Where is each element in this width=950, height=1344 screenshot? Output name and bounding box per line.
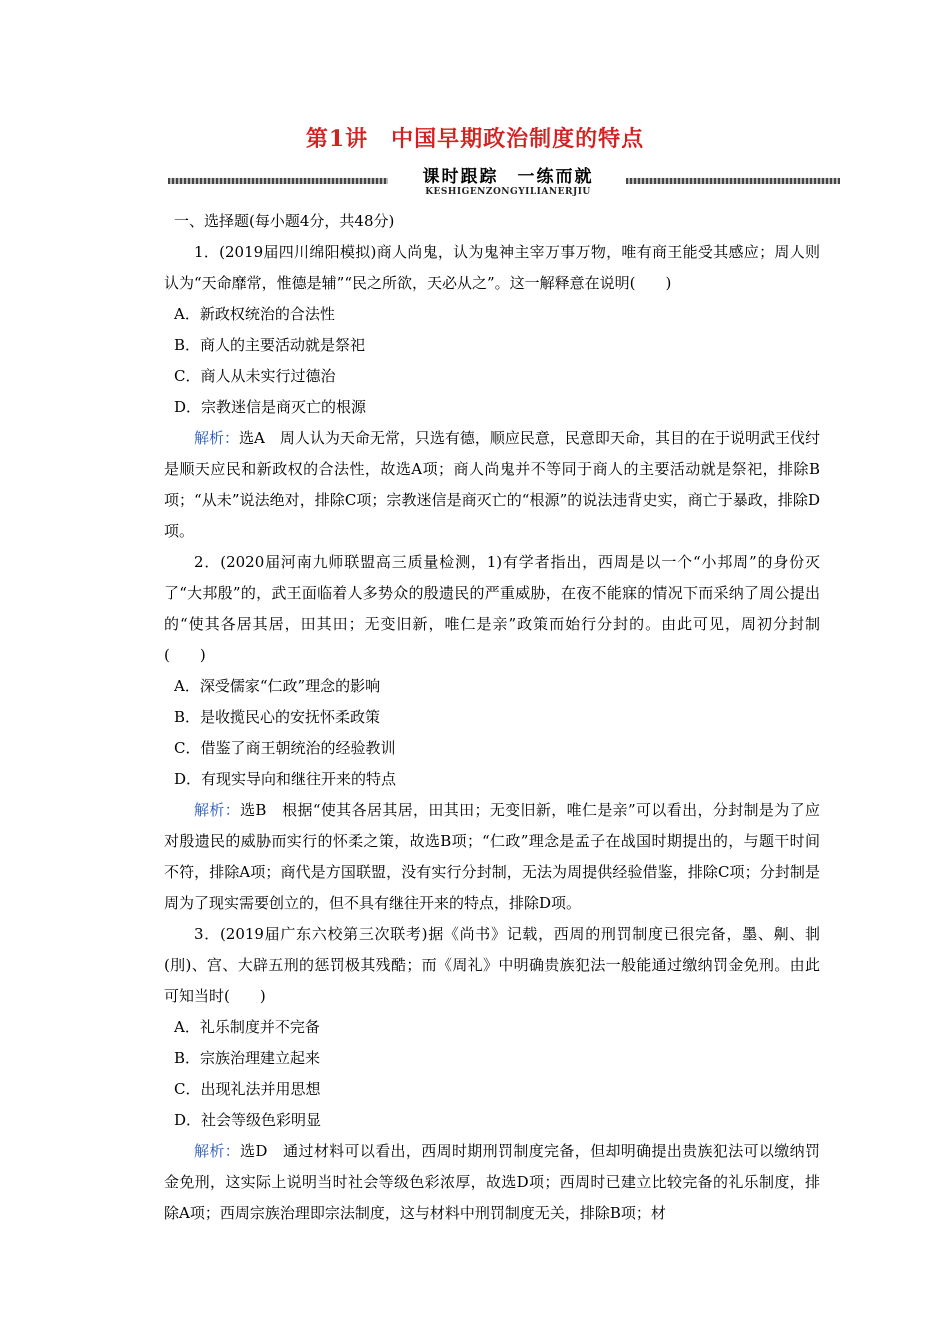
option-a: A．礼乐制度并不完备 — [174, 1018, 320, 1036]
banner-rule-right — [626, 178, 840, 184]
question-2 — [164, 547, 820, 919]
option-a: A．新政权统治的合法性 — [174, 305, 335, 323]
analysis — [164, 1136, 820, 1229]
banner-label: 课时跟踪 一练而就 — [422, 167, 594, 187]
section-banner — [168, 166, 840, 202]
option-b: B．宗族治理建立起来 — [174, 1049, 321, 1067]
question-stem: 1．(2019届四川绵阳模拟)商人尚鬼，认为鬼神主宰万事万物，唯有商王能受其感应；周人则认为“天命靡常，惟德是辅”“民之所欲，天必从之”。这一解释意在说明( ) — [164, 243, 820, 292]
analysis — [164, 795, 820, 919]
option-d: D．有现实导向和继往开来的特点 — [174, 770, 397, 788]
question-content — [164, 206, 820, 1229]
analysis-label: 解析： — [194, 801, 241, 819]
option-d: D．社会等级色彩明显 — [174, 1111, 322, 1129]
analysis-label: 解析： — [194, 1142, 241, 1160]
question-stem: 3．(2019届广东六校第三次联考)据《尚书》记载，西周的刑罚制度已很完备，墨、劓、剕(刖)、宫、大辟五刑的惩罚极其残酷；而《周礼》中明确贵族犯法一般能通过缴纳罚金免刑。由此可知当时( ) — [164, 925, 820, 1005]
option-b: B．商人的主要活动就是祭祀 — [174, 336, 366, 354]
option-b: B．是收揽民心的安抚怀柔政策 — [174, 708, 381, 726]
option-c: C．商人从未实行过德治 — [174, 367, 336, 385]
question-stem: 2．(2020届河南九师联盟高三质量检测，1)有学者指出，西周是以一个“小邦周”的身份灭了“大邦殷”的，武王面临着人多势众的殷遗民的严重威胁，在夜不能寐的情况下而采纳了周公提出的“使其各居其居，田其田；无变旧新，唯仁是亲”政策而始行分封的。由此可见，周初分封制( ) — [164, 553, 820, 664]
analysis-text: 选D 通过材料可以看出，西周时期刑罚制度完备，但却明确提出贵族犯法可以缴纳罚金免刑，这实际上说明当时社会等级色彩浓厚，故选D项；西周时已建立比较完备的礼乐制度，排除A项；西周宗族治理即宗法制度，这与材料中刑罚制度无关，排除B项；材 — [164, 1142, 820, 1222]
analysis — [164, 423, 820, 547]
option-c: C．出现礼法并用思想 — [174, 1080, 321, 1098]
banner-rule-left — [168, 178, 388, 184]
banner-pinyin: KESHIGENZONGYILIANERJIU — [425, 187, 591, 197]
analysis-text: 选B 根据“使其各居其居，田其田；无变旧新，唯仁是亲”可以看出，分封制是为了应对殷遗民的威胁而实行的怀柔之策，故选B项；“仁政”理念是孟子在战国时期提出的，与题干时间不符，排除A项；商代是方国联盟，没有实行分封制，无法为周提供经验借鉴，排除C项；分封制是周为了现实需要创立的，但不具有继往开来的特点，排除D项。 — [164, 801, 820, 912]
option-d: D．宗教迷信是商灭亡的根源 — [174, 398, 367, 416]
section-heading: 一、选择题(每小题4分，共48分) — [174, 212, 395, 230]
option-a: A．深受儒家“仁政”理念的影响 — [174, 677, 381, 695]
question-3 — [164, 919, 820, 1229]
analysis-label: 解析： — [194, 429, 240, 447]
page-title: 第1讲 中国早期政治制度的特点 — [305, 126, 645, 152]
option-c: C．借鉴了商王朝统治的经验教训 — [174, 739, 396, 757]
question-1 — [164, 237, 820, 547]
analysis-text: 选A 周人认为天命无常，只选有德，顺应民意，民意即天命，其目的在于说明武王伐纣是顺天应民和新政权的合法性，故选A项；商人尚鬼并不等同于商人的主要活动就是祭祀，排除B项；“从未”说法绝对，排除C项；宗教迷信是商灭亡的“根源”的说法违背史实，商亡于暴政，排除D项。 — [164, 429, 820, 540]
